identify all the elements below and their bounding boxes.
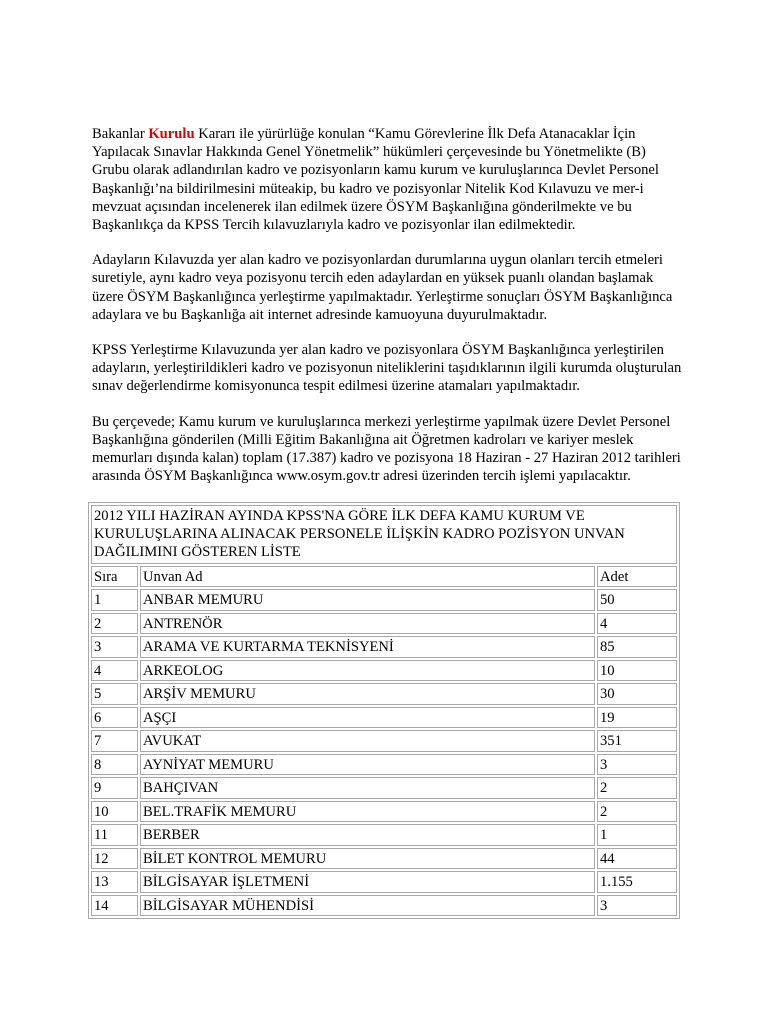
table-row [91,707,677,729]
cell-sira: 13 [91,871,138,893]
table-row [91,754,677,776]
header-sira: Sıra [91,566,138,588]
table-row [91,777,677,799]
table-row [91,824,677,846]
cell-sira: 6 [91,707,138,729]
cell-unvan: ARKEOLOG [140,660,595,682]
cell-unvan: ANBAR MEMURU [140,589,595,611]
cell-unvan: AŞÇI [140,707,595,729]
paragraph-2: Adayların Kılavuzda yer alan kadro ve pozisyonlardan durumlarına uygun olanları tercih etmeleri suretiyle, aynı kadro veya pozisyonu tercih eden adaylardan en yüksek puanlı olandan başlamak üzere ÖSYM Başkanlığınca yerleştirme yapılmaktadır. Yerleştirme sonuçları ÖSYM Başkanlığınca adaylara ve bu Başkanlığa ait internet adresinde kamuoyuna duyurulmaktadır. [92,252,673,323]
table-row [91,636,677,658]
cell-unvan: AYNİYAT MEMURU [140,754,595,776]
cell-unvan: BİLGİSAYAR İŞLETMENİ [140,871,595,893]
paragraph-4: Bu çerçevede; Kamu kurum ve kuruluşlarınca merkezi yerleştirme yapılmak üzere Devlet Personel Başkanlığına gönderilen (Milli Eğitim Bakanlığına ait Öğretmen kadroları ve kariyer meslek memurları dışında kalan) toplam (17.387) kadro ve pozisyona 18 Haziran - 27 Haziran 2012 tarihleri arasında ÖSYM Başkanlığınca www.osym.gov.tr adresi üzerinden tercih işlemi yapılacaktır. [92,413,681,485]
cell-adet: 44 [597,848,677,870]
cell-sira: 3 [91,636,138,658]
cell-adet: 351 [597,730,677,752]
cell-unvan: BEL.TRAFİK MEMURU [140,801,595,823]
cell-sira: 14 [91,895,138,917]
table-header-row [91,566,677,588]
cell-adet: 1 [597,824,677,846]
cell-adet: 50 [597,589,677,611]
table-row [91,660,677,682]
cell-adet: 2 [597,777,677,799]
cell-unvan: BERBER [140,824,595,846]
table-row [91,683,677,705]
cell-sira: 1 [91,589,138,611]
cell-sira: 9 [91,777,138,799]
cell-sira: 4 [91,660,138,682]
cell-adet: 3 [597,754,677,776]
table-row [91,730,677,752]
table-row [91,613,677,635]
cell-unvan: ARŞİV MEMURU [140,683,595,705]
cell-sira: 10 [91,801,138,823]
cell-unvan: BİLGİSAYAR MÜHENDİSİ [140,895,595,917]
cell-unvan: ARAMA VE KURTARMA TEKNİSYENİ [140,636,595,658]
cell-unvan: ANTRENÖR [140,613,595,635]
cell-adet: 1.155 [597,871,677,893]
table-row [91,871,677,893]
unvan-table [88,502,680,919]
cell-adet: 4 [597,613,677,635]
table-title-row [91,505,677,563]
cell-sira: 11 [91,824,138,846]
cell-adet: 85 [597,636,677,658]
cell-adet: 2 [597,801,677,823]
cell-sira: 5 [91,683,138,705]
table-row [91,589,677,611]
cell-sira: 12 [91,848,138,870]
paragraph-1 [92,125,682,234]
cell-unvan: BİLET KONTROL MEMURU [140,848,595,870]
highlighted-word: Kurulu [148,126,195,142]
cell-adet: 19 [597,707,677,729]
paragraph-1-rest: Kararı ile yürürlüğe konulan “Kamu Görevlerine İlk Defa Atanacaklar İçin Yapılacak Sınavlar Hakkında Genel Yönetmelik” hükümleri çerçevesinde bu Yönetmelikte (B) Grubu olarak adlandırılan kadro ve pozisyonların kamu kurum ve kuruluşlarınca Devlet Personel Başkanlığı’na bildirilmesini müteakip, bu kadro ve pozisyonlar Nitelik Kod Kılavuzu ve mer-i mevzuat açısından incelenerek ilan edilmek üzere ÖSYM Başkanlığına gönderilmekte ve bu Başkanlıkça da KPSS Tercih kılavuzlarıyla kadro ve pozisyonlar ilan edilmektedir. [92,126,659,234]
cell-unvan: BAHÇIVAN [140,777,595,799]
table-title: 2012 YILI HAZİRAN AYINDA KPSS'NA GÖRE İLK DEFA KAMU KURUM VE KURULUŞLARINA ALINACAK PERSONELE İLİŞKİN KADRO POZİSYON UNVAN DAĞILIMINI GÖSTEREN LİSTE [91,505,677,563]
paragraph-3: KPSS Yerleştirme Kılavuzunda yer alan kadro ve pozisyonlara ÖSYM Başkanlığınca yerleştirilen adayların, yerleştirildikleri kadro ve pozisyonun niteliklerini taşıdıklarının ilgili kurumda oluşturulan sınav değerlendirme komisyonunca tespit edilmesi üzerine atamaları yapılmaktadır. [92,342,682,395]
cell-adet: 10 [597,660,677,682]
table-row [91,801,677,823]
header-unvan: Unvan Ad [140,566,595,588]
cell-adet: 30 [597,683,677,705]
cell-sira: 2 [91,613,138,635]
cell-sira: 7 [91,730,138,752]
table-row [91,848,677,870]
paragraph-1-start: Bakanlar [92,126,149,142]
cell-unvan: AVUKAT [140,730,595,752]
document-body [92,125,682,919]
table-row [91,895,677,917]
cell-adet: 3 [597,895,677,917]
cell-sira: 8 [91,754,138,776]
header-adet: Adet [597,566,677,588]
